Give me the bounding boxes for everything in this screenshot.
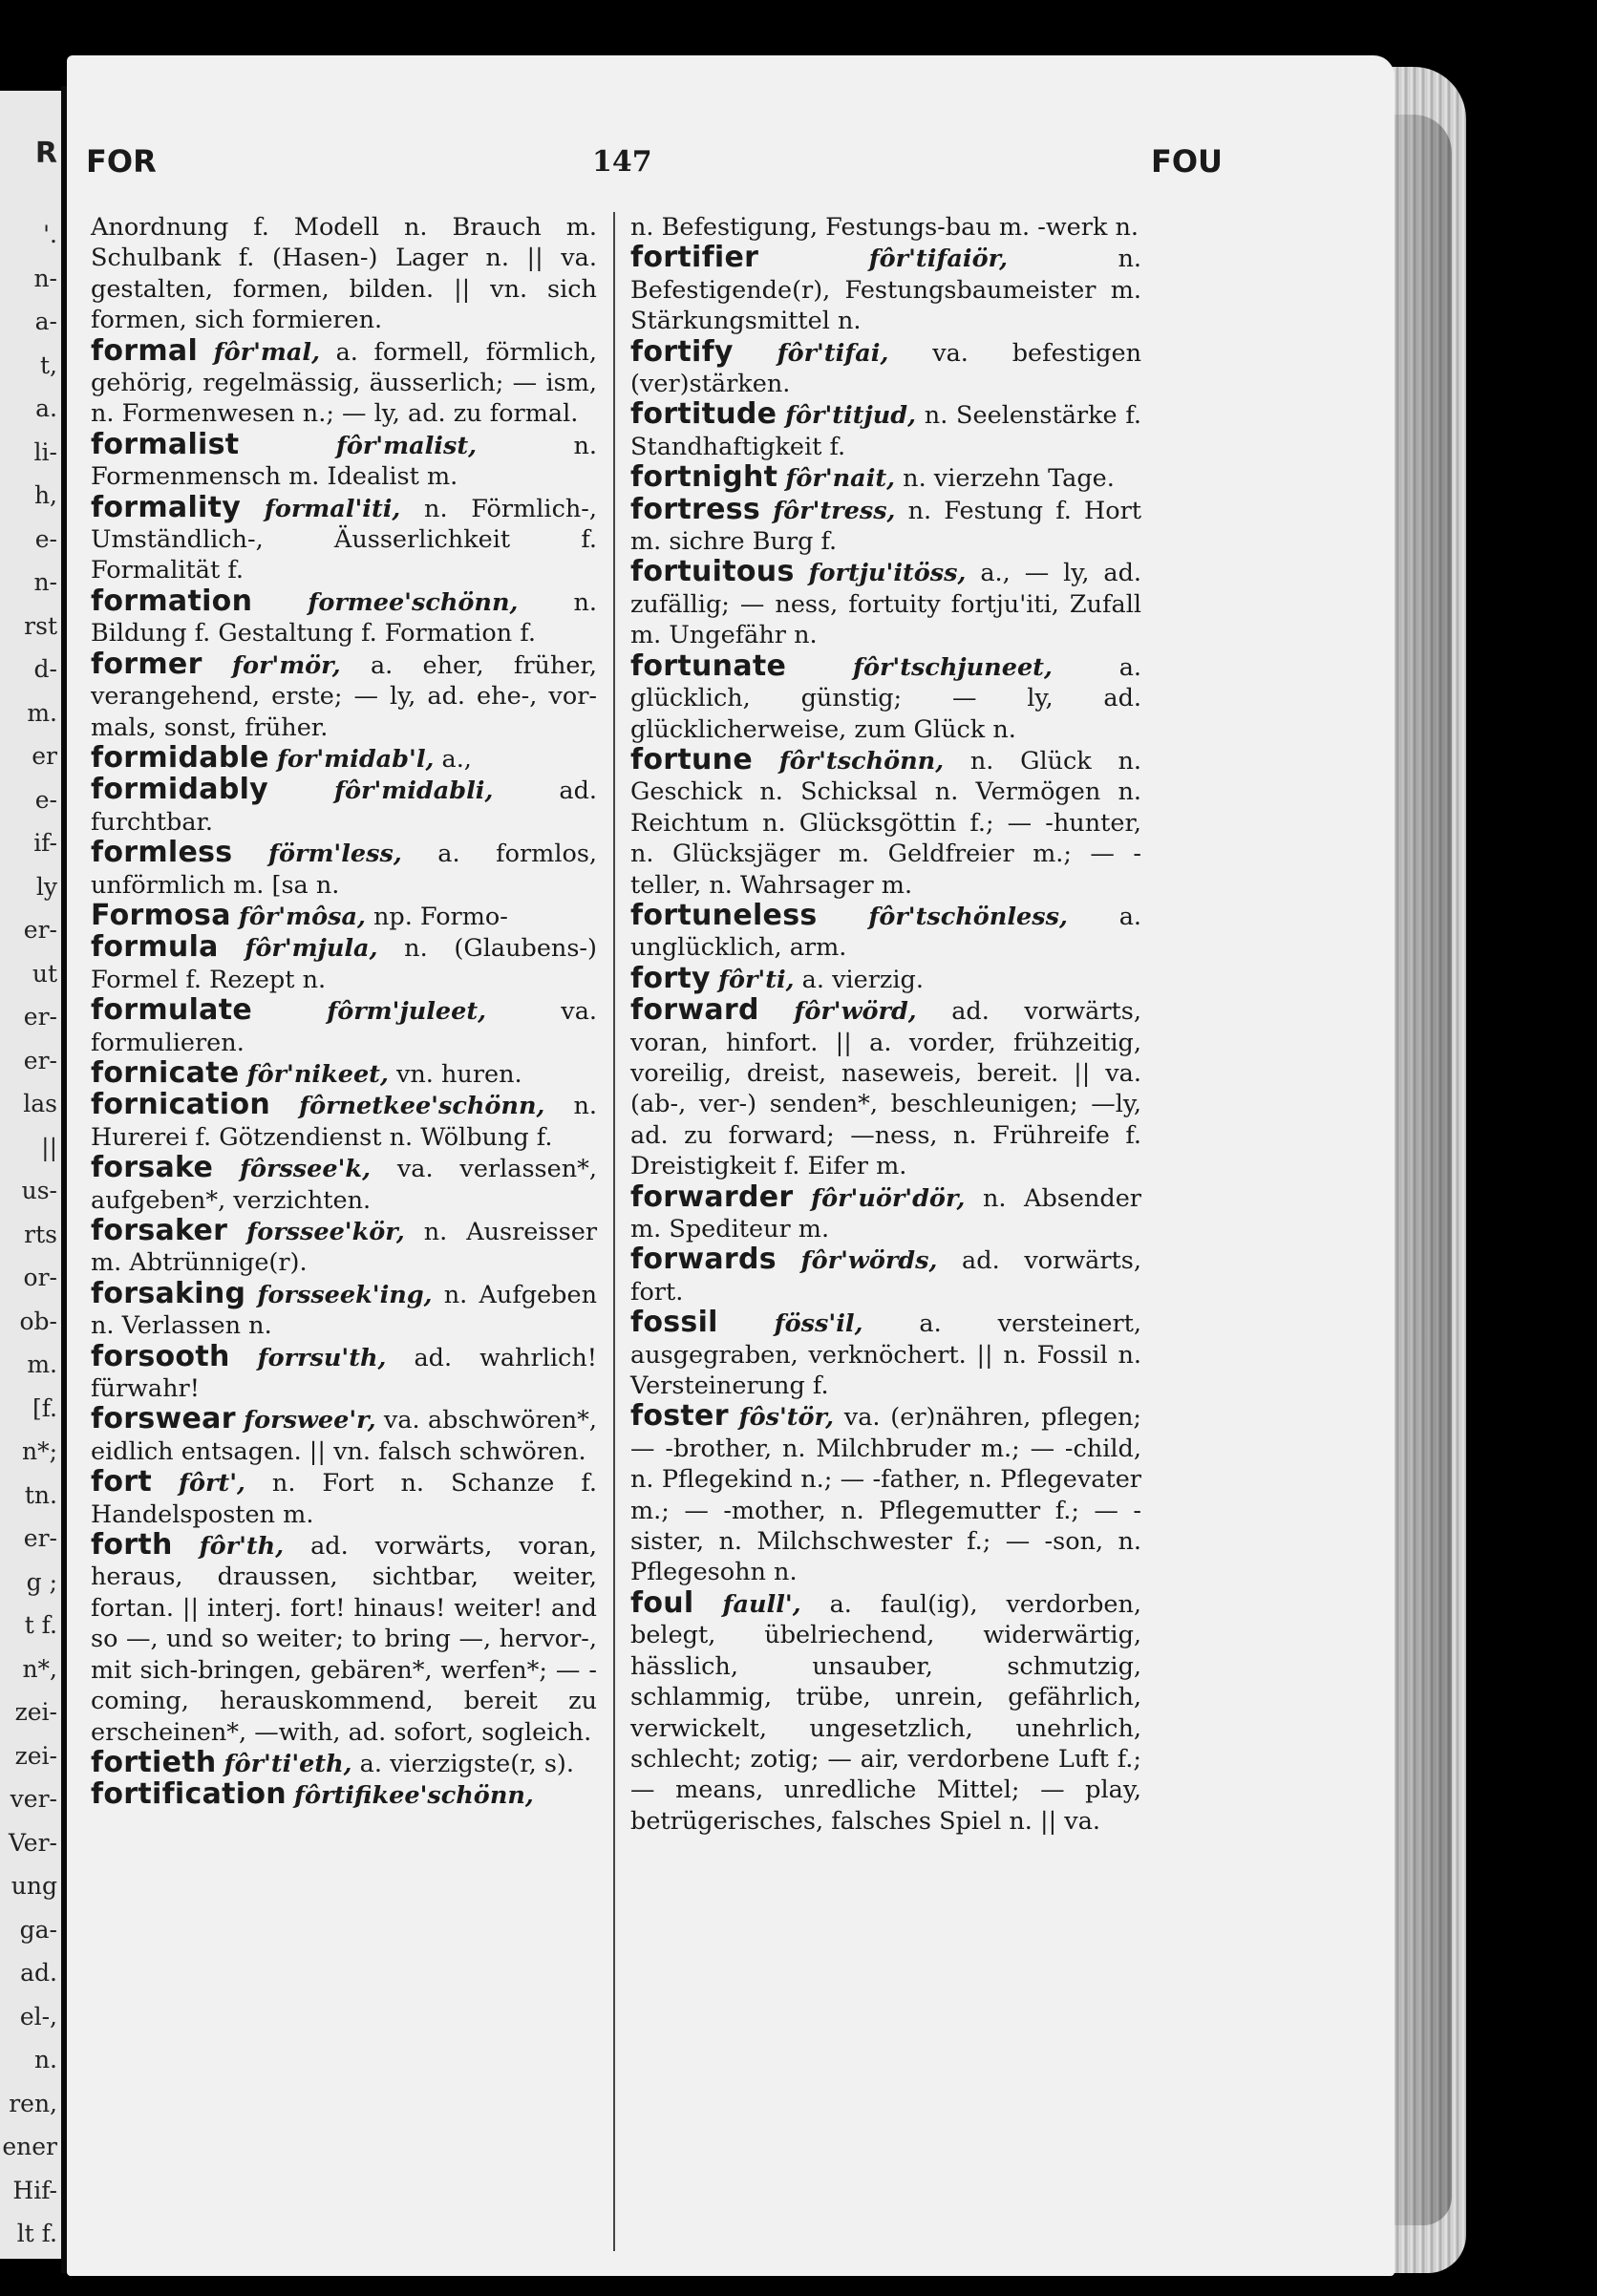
entry-definition: vn. huren. bbox=[395, 1059, 522, 1089]
entry-pronunciation: fôr'môsa, bbox=[238, 902, 366, 931]
dictionary-entry bbox=[91, 490, 598, 586]
entry-headword: former bbox=[91, 647, 202, 681]
entry-pronunciation: fôr'malist, bbox=[335, 431, 478, 460]
entry-definition: a., — ly, ad. zufällig; — ness, fortuity fortju'iti, Zufall m. Ungefähr n. bbox=[630, 559, 1142, 650]
entry-pronunciation: fôr'nait, bbox=[785, 464, 896, 494]
entry-definition: a. formell, förmlich, gehörig, regelmässig, äusserlich; — ism, n. Formenwesen n.; — ly, ad. zu formal. bbox=[91, 337, 598, 429]
previous-page-fragment: ga- bbox=[19, 1915, 57, 1944]
dictionary-entry bbox=[630, 334, 1142, 400]
entry-headword: fossil bbox=[630, 1306, 718, 1340]
entry-pronunciation: formee'schönn, bbox=[308, 587, 519, 617]
entry-headword: fortify bbox=[630, 334, 734, 369]
entry-headword: forsooth bbox=[91, 1339, 230, 1373]
previous-page-fragment: Hif- bbox=[12, 2176, 57, 2204]
previous-page-fragment: er- bbox=[23, 1003, 57, 1031]
dictionary-entry bbox=[91, 1339, 598, 1405]
entry-headword: formulate bbox=[91, 993, 252, 1028]
entry-pronunciation: fôr'wörds, bbox=[800, 1246, 938, 1276]
previous-page-fragment: ut bbox=[32, 959, 57, 988]
entry-headword: Formosa bbox=[91, 898, 231, 932]
right-column bbox=[630, 212, 1141, 1837]
entry-pronunciation: fôr'mjula, bbox=[245, 934, 378, 964]
dictionary-entry bbox=[91, 1779, 597, 1811]
dictionary-entry bbox=[630, 898, 1141, 964]
entry-pronunciation: fôr'tifai, bbox=[777, 338, 889, 368]
dictionary-entry bbox=[91, 838, 597, 901]
previous-page-fragment: n. bbox=[33, 2046, 57, 2073]
previous-page-fragment: ob- bbox=[19, 1307, 57, 1335]
entry-definition: n. (Glaubens-) Formel f. Rezept n. bbox=[91, 934, 597, 994]
entry-pronunciation: forswee'r, bbox=[244, 1406, 376, 1435]
entry-headword: formless bbox=[91, 836, 233, 870]
entry-definition: n. Befestigung, Festungs-bau m. -werk n. bbox=[630, 213, 1139, 242]
entry-pronunciation: fôr'nikeet, bbox=[246, 1059, 389, 1089]
entry-definition: np. Formo- bbox=[373, 902, 508, 931]
entry-definition: n. Formenmensch m. Idealist m. bbox=[91, 431, 597, 492]
entry-pronunciation: faull', bbox=[722, 1589, 801, 1619]
dictionary-entry bbox=[91, 1090, 597, 1153]
previous-page-fragment: t f. bbox=[24, 1611, 57, 1639]
previous-page-fragment: e- bbox=[34, 524, 57, 553]
entry-pronunciation: fôr'ti, bbox=[717, 965, 795, 994]
entry-definition: a. versteinert, ausgegraben, verknöchert. || n. Fossil n. Versteinerung f. bbox=[630, 1309, 1141, 1401]
previous-page-fragment: Ver- bbox=[9, 1828, 57, 1857]
entry-headword: fortune bbox=[630, 742, 753, 776]
dictionary-entry bbox=[630, 995, 1141, 1181]
entry-definition: Anordnung f. Modell n. Brauch m. Schulbank f. (Hasen-) Lager n. || va. gestalten, formen, bilden. || vn. sich formen, sich formieren. bbox=[91, 213, 597, 335]
entry-pronunciation: for'mör, bbox=[231, 650, 341, 680]
entry-headword: forwards bbox=[630, 1243, 777, 1277]
entry-headword: formalist bbox=[91, 427, 240, 461]
previous-page-header-letter: R bbox=[34, 137, 57, 170]
previous-page-fragment: tn. bbox=[24, 1480, 57, 1509]
previous-page-fragment: ad. bbox=[20, 1959, 57, 1987]
entry-headword: fornicate bbox=[91, 1055, 240, 1090]
entry-headword: formidably bbox=[91, 773, 269, 807]
entry-definition: va. verlassen*, aufgeben*, verzichten. bbox=[91, 1155, 598, 1215]
entry-pronunciation: föss'il, bbox=[774, 1309, 863, 1339]
entry-headword: forward bbox=[630, 993, 759, 1028]
entry-headword: forsake bbox=[91, 1151, 214, 1185]
entry-headword: foul bbox=[630, 1585, 694, 1620]
dictionary-entry bbox=[91, 775, 597, 838]
entry-definition: va. (er)nähren, pflegen; — -brother, n. Milchbruder m.; — -child, n. Pflegekind n.; — -father, n. Pflegevater m.; — -mother, n. Pflegemutter f.; — -sister, n. Milchschwester f.; — -son, n. Pflegesohn n. bbox=[630, 1403, 1141, 1587]
entry-pronunciation: for'midab'l, bbox=[276, 744, 435, 774]
entry-pronunciation: förm'less, bbox=[268, 840, 402, 869]
entry-headword: fortuitous bbox=[630, 555, 795, 589]
previous-page-fragment: e- bbox=[34, 785, 57, 814]
entry-headword: fortification bbox=[91, 1777, 287, 1812]
entry-definition: ad. vorwärts, fort. bbox=[630, 1246, 1141, 1307]
previous-page-fragment: d- bbox=[33, 655, 57, 683]
entry-definition: n. Fort n. Schanze f. Handelsposten m. bbox=[91, 1469, 597, 1529]
previous-page-fragment: a- bbox=[34, 308, 57, 335]
entry-headword: fornication bbox=[91, 1088, 271, 1122]
previous-page-fragment: n*, bbox=[22, 1654, 57, 1683]
dictionary-entry bbox=[630, 1244, 1141, 1307]
entry-definition: ad. vorwärts, voran, hinfort. || a. vorder, frühzeitig, voreilig, dreist, naseweis, bereit. || va. (ab-, ver-) senden*, beschleunigen; —ly, ad. zu forward; —ness, n. Frühreife f. Dreistigkeit f. Eifer m. bbox=[630, 997, 1141, 1181]
entry-definition: a. formlos, unförmlich m. [sa n. bbox=[91, 840, 598, 900]
dictionary-entry bbox=[91, 1216, 597, 1279]
previous-page-fragment: n- bbox=[33, 264, 57, 292]
dictionary-entry bbox=[91, 586, 597, 649]
entry-headword: foster bbox=[630, 1399, 729, 1434]
dictionary-entry bbox=[91, 212, 597, 336]
entry-pronunciation: fôr'titjud, bbox=[785, 401, 917, 431]
entry-pronunciation: fôr'mal, bbox=[213, 337, 320, 367]
entry-pronunciation: fôr'th, bbox=[199, 1532, 285, 1562]
previous-page-fragment: n- bbox=[33, 568, 57, 596]
entry-headword: forwarder bbox=[630, 1180, 794, 1214]
dictionary-entry bbox=[630, 212, 1141, 243]
entry-definition: n. vierzehn Tage. bbox=[903, 464, 1115, 494]
entry-definition: n. Seelenstärke f. Standhaftigkeit f. bbox=[630, 401, 1142, 461]
entry-definition: n. Befestigende(r), Festungsbaumeister m. Stärkungsmittel n. bbox=[630, 244, 1142, 336]
entry-headword: fortieth bbox=[91, 1745, 217, 1779]
previous-page-fragment: zei- bbox=[14, 1741, 57, 1770]
dictionary-entry bbox=[630, 462, 1141, 494]
entry-headword: fortifier bbox=[630, 241, 759, 275]
entry-pronunciation: fôrm'juleet, bbox=[327, 997, 487, 1027]
dictionary-entry bbox=[91, 995, 597, 1058]
previous-page-fragment: t, bbox=[40, 351, 57, 379]
entry-headword: forth bbox=[91, 1528, 173, 1563]
dictionary-entry bbox=[630, 1401, 1141, 1587]
entry-headword: formal bbox=[91, 333, 199, 368]
dictionary-entry bbox=[91, 1404, 597, 1467]
entry-headword: fortuneless bbox=[630, 898, 818, 932]
entry-headword: fortnight bbox=[630, 460, 778, 495]
entry-pronunciation: fôr'tress, bbox=[773, 496, 896, 525]
previous-page-fragment: [f. bbox=[32, 1393, 57, 1422]
previous-page-fragment: || bbox=[41, 1133, 57, 1161]
entry-definition: n. Absender m. Spediteur m. bbox=[630, 1183, 1141, 1244]
entry-headword: forswear bbox=[91, 1402, 236, 1436]
previous-page-fragment: ener bbox=[2, 2133, 57, 2160]
running-header bbox=[86, 143, 1223, 181]
previous-page-fragment: er- bbox=[23, 1046, 57, 1074]
previous-page-fragment: el-, bbox=[19, 2002, 57, 2030]
previous-page-fragment: er- bbox=[23, 1524, 57, 1552]
entry-definition: ad. vorwärts, voran, heraus, draussen, sichtbar, weiter, fortan. || interj. fort! hinaus! weiter! and so —, und so weiter; to bring —, hervor-, mit sich-bringen, gebären*, werfen*; — -coming, herauskommend, bereit zu erscheinen*, —with, ad. sofort, sogleich. bbox=[91, 1532, 597, 1747]
previous-page-fragment: m. bbox=[27, 1350, 57, 1378]
entry-definition: a. glücklich, günstig; — ly, ad. glücklicherweise, zum Glück n. bbox=[630, 652, 1141, 744]
previous-page-fragment: lt f. bbox=[16, 2220, 57, 2247]
entry-pronunciation: fôr'uör'dör, bbox=[811, 1183, 966, 1213]
dictionary-entry bbox=[630, 1585, 1142, 1837]
entry-pronunciation: fôrtifikee'schönn, bbox=[294, 1781, 534, 1811]
entry-pronunciation: forssee'kör, bbox=[246, 1218, 405, 1246]
column-divider bbox=[613, 212, 615, 2251]
entry-pronunciation: fôr'tschönless, bbox=[868, 902, 1068, 931]
entry-headword: forty bbox=[630, 961, 711, 995]
dictionary-entry bbox=[91, 932, 597, 995]
previous-page-fragment: er bbox=[32, 742, 57, 770]
entry-pronunciation: fôrssee'k, bbox=[240, 1155, 371, 1184]
entry-pronunciation: forsseek'ing, bbox=[257, 1280, 433, 1309]
entry-headword: formality bbox=[91, 490, 242, 524]
entry-pronunciation: fôrt', bbox=[179, 1469, 245, 1499]
previous-page-fragment: ly bbox=[35, 872, 57, 901]
entry-definition: va. formulieren. bbox=[91, 997, 598, 1057]
entry-headword: formation bbox=[91, 584, 253, 618]
dictionary-entry bbox=[630, 1307, 1141, 1401]
entry-headword: fortitude bbox=[630, 397, 777, 432]
previous-page-fragment: ung bbox=[11, 1872, 57, 1900]
previous-page-fragment: zei- bbox=[14, 1698, 57, 1726]
entry-definition: n. Förmlich-, Umständlich-, Äusserlichkeit f. Formalität f. bbox=[91, 494, 598, 585]
dictionary-entry bbox=[91, 1467, 597, 1530]
page-number: 147 bbox=[592, 145, 652, 179]
entry-pronunciation: fôr'midabli, bbox=[334, 776, 494, 806]
dictionary-entry bbox=[630, 961, 1141, 995]
left-column bbox=[91, 212, 597, 1812]
entry-pronunciation: fôr'tschjuneet, bbox=[853, 652, 1053, 682]
previous-page-fragment: ren, bbox=[9, 2089, 57, 2117]
previous-page-fragment: n*; bbox=[21, 1437, 57, 1465]
previous-page-fragment: '. bbox=[43, 221, 57, 248]
previous-page-fragment: a. bbox=[35, 394, 57, 422]
entry-pronunciation: fôr'tschönn, bbox=[778, 746, 945, 776]
entry-headword: fortress bbox=[630, 492, 761, 526]
entry-definition: n. Festung f. Hort m. sichre Burg f. bbox=[630, 496, 1142, 557]
entry-definition: n. Hurerei f. Götzendienst n. Wölbung f. bbox=[91, 1092, 597, 1152]
entry-definition: va. befestigen (ver)stärken. bbox=[630, 338, 1142, 399]
entry-pronunciation: fôrnetkee'schönn, bbox=[299, 1092, 545, 1121]
previous-page-fragment: ver- bbox=[10, 1785, 57, 1813]
previous-page-fragment: or- bbox=[23, 1264, 57, 1291]
entry-definition: a. unglücklich, arm. bbox=[630, 902, 1141, 963]
entry-definition: n. Aufgeben n. Verlassen n. bbox=[91, 1280, 598, 1341]
entry-headword: fortunate bbox=[630, 648, 787, 683]
entry-pronunciation: formal'iti, bbox=[264, 494, 401, 523]
entry-definition: va. abschwören*, eidlich entsagen. || vn. falsch schwören. bbox=[91, 1406, 598, 1466]
entry-pronunciation: fôr'ti'eth, bbox=[224, 1749, 352, 1778]
entry-definition: ad. wahrlich! fürwahr! bbox=[91, 1343, 598, 1404]
dictionary-entry bbox=[630, 648, 1141, 745]
dictionary-entry bbox=[91, 898, 597, 932]
previous-page-fragment: li- bbox=[33, 437, 57, 466]
previous-page-fragment: us- bbox=[21, 1177, 57, 1204]
previous-page-fragment: h, bbox=[33, 481, 57, 509]
dictionary-entry bbox=[630, 742, 1142, 901]
previous-page-fragment: er- bbox=[23, 916, 57, 944]
entry-definition: n. Glück n. Geschick n. Schicksal n. Vermögen n. Reichtum n. Glücksgöttin f.; — -hunter, n. Glücksjäger m. Geldfreier m.; — -teller, n. Wahrsager m. bbox=[630, 746, 1142, 900]
entry-definition: a. faul(ig), verdorben, belegt, übelriechend, widerwärtig, hässlich, unsauber, schmutzig, schlammig, trübe, unrein, gefährlich, verwickelt, ungesetzlich, unehrlich, schlecht; zotig; — air, verdorbene Luft f.; — means, unredliche Mittel; — play, betrügerisches, falsches Spiel n. || va. bbox=[630, 1589, 1142, 1836]
previous-page-fragment: rst bbox=[24, 611, 57, 640]
dictionary-entry bbox=[91, 740, 597, 775]
dictionary-entry bbox=[91, 427, 597, 493]
entry-pronunciation: fortju'itöss, bbox=[808, 559, 967, 588]
dictionary-entry bbox=[630, 557, 1141, 650]
dictionary-entry bbox=[91, 1530, 597, 1748]
dictionary-entry bbox=[91, 1745, 597, 1779]
entry-pronunciation: forrsu'th, bbox=[257, 1343, 387, 1372]
dictionary-entry bbox=[630, 492, 1142, 558]
entry-definition: a. vierzig. bbox=[801, 965, 924, 994]
entry-headword: forsaking bbox=[91, 1276, 246, 1310]
entry-headword: forsaker bbox=[91, 1214, 228, 1247]
previous-page-fragment: rts bbox=[24, 1220, 57, 1248]
dictionary-entry bbox=[630, 1182, 1141, 1245]
dictionary-entry bbox=[91, 333, 598, 430]
dictionary-entry bbox=[91, 1153, 597, 1216]
entry-pronunciation: fôr'tifaiör, bbox=[868, 244, 1009, 274]
dictionary-entry bbox=[91, 649, 597, 743]
entry-headword: formidable bbox=[91, 740, 269, 775]
dictionary-entry bbox=[91, 1276, 598, 1342]
dictionary-entry bbox=[630, 399, 1141, 462]
previous-page-fragment: if- bbox=[33, 829, 57, 857]
entry-headword: fort bbox=[91, 1465, 152, 1499]
entry-definition: a. vierzigste(r, s). bbox=[359, 1749, 574, 1778]
header-left-guide-word: FOR bbox=[86, 143, 157, 180]
entry-definition: n. Ausreisser m. Abtrünnige(r). bbox=[91, 1218, 598, 1278]
entry-definition: n. Bildung f. Gestaltung f. Formation f. bbox=[91, 587, 597, 648]
header-right-guide-word: FOU bbox=[1150, 143, 1223, 180]
previous-page-edge bbox=[0, 91, 61, 2259]
entry-headword: formula bbox=[91, 930, 219, 965]
entry-definition: a., bbox=[441, 744, 472, 774]
entry-pronunciation: fôs'tör, bbox=[738, 1403, 834, 1433]
entry-definition: a. eher, früher, verangehend, erste; — ly, ad. ehe-, vor-mals, sonst, früher. bbox=[91, 650, 597, 742]
entry-pronunciation: fôr'wörd, bbox=[794, 997, 917, 1027]
dictionary-entry bbox=[630, 243, 1141, 336]
previous-page-fragment: m. bbox=[27, 698, 57, 727]
previous-page-fragment: g ; bbox=[26, 1567, 57, 1596]
entry-definition: ad. furchtbar. bbox=[91, 776, 598, 837]
previous-page-fragment: las bbox=[23, 1090, 57, 1117]
dictionary-entry bbox=[91, 1055, 597, 1090]
